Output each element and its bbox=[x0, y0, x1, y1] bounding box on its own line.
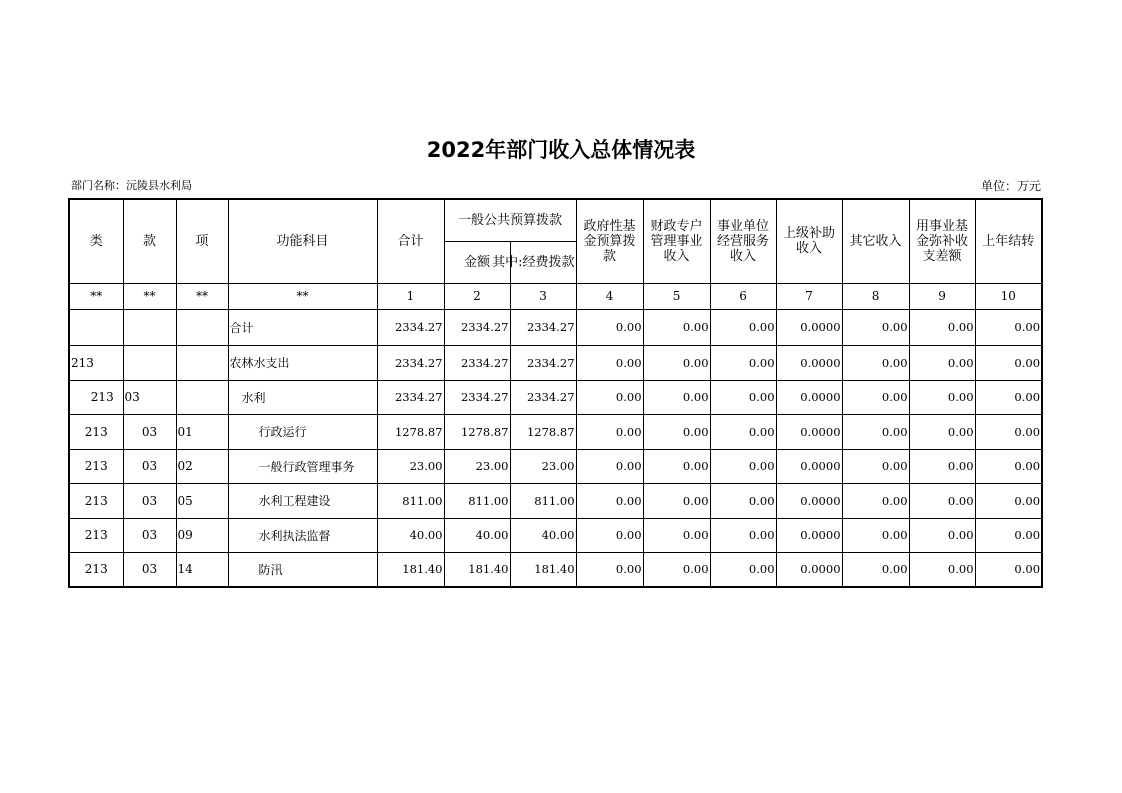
cell-value: 0.00 bbox=[710, 345, 776, 380]
cell-value: 2334.27 bbox=[510, 309, 576, 345]
cell-value: 23.00 bbox=[444, 449, 510, 483]
unit-label: 单位：万元 bbox=[980, 179, 1041, 193]
income-table bbox=[68, 198, 1043, 588]
cell-value: 0.00 bbox=[710, 414, 776, 449]
cell-value: 811.00 bbox=[377, 483, 444, 518]
cell-value: 0.00 bbox=[710, 449, 776, 483]
header-total: 合计 bbox=[377, 199, 444, 283]
cell-lei bbox=[69, 309, 123, 345]
cell-value: 0.00 bbox=[576, 552, 643, 587]
cell-kuan: 03 bbox=[123, 518, 176, 552]
cell-value: 0.00 bbox=[842, 449, 909, 483]
cell-kuan bbox=[123, 309, 176, 345]
table-row bbox=[69, 449, 1042, 483]
cell-value: 0.0000 bbox=[776, 345, 842, 380]
cell-value: 0.00 bbox=[909, 449, 975, 483]
cell-value: 0.0000 bbox=[776, 518, 842, 552]
cell-value: 0.00 bbox=[975, 518, 1042, 552]
cell-lei: 213 bbox=[69, 380, 123, 414]
index-cell: ** bbox=[228, 283, 377, 309]
cell-function-subject: 一般行政管理事务 bbox=[228, 449, 377, 483]
index-cell: 9 bbox=[909, 283, 975, 309]
cell-xiang bbox=[176, 345, 228, 380]
cell-value: 40.00 bbox=[510, 518, 576, 552]
cell-value: 0.00 bbox=[909, 309, 975, 345]
cell-value: 0.00 bbox=[643, 414, 710, 449]
cell-value: 0.00 bbox=[975, 552, 1042, 587]
cell-value: 2334.27 bbox=[377, 309, 444, 345]
cell-value: 2334.27 bbox=[510, 345, 576, 380]
cell-value: 0.0000 bbox=[776, 309, 842, 345]
cell-value: 0.00 bbox=[975, 380, 1042, 414]
cell-value: 0.00 bbox=[909, 380, 975, 414]
cell-value: 0.00 bbox=[975, 414, 1042, 449]
cell-xiang: 01 bbox=[176, 414, 228, 449]
cell-value: 0.00 bbox=[842, 345, 909, 380]
table-row bbox=[69, 380, 1042, 414]
cell-value: 0.00 bbox=[842, 518, 909, 552]
cell-function-subject: 防汛 bbox=[228, 552, 377, 587]
header-fund-offset: 用事业基金弥补收支差额 bbox=[909, 199, 975, 283]
cell-value: 0.00 bbox=[710, 309, 776, 345]
cell-value: 0.00 bbox=[576, 309, 643, 345]
cell-function-subject: 行政运行 bbox=[228, 414, 377, 449]
cell-value: 0.0000 bbox=[776, 552, 842, 587]
index-cell: 6 bbox=[710, 283, 776, 309]
table-row bbox=[69, 309, 1042, 345]
index-cell: ** bbox=[176, 283, 228, 309]
cell-kuan: 03 bbox=[123, 483, 176, 518]
cell-value: 0.00 bbox=[975, 345, 1042, 380]
cell-value: 0.00 bbox=[576, 518, 643, 552]
cell-function-subject: 合计 bbox=[228, 309, 377, 345]
cell-kuan: 03 bbox=[123, 414, 176, 449]
cell-value: 2334.27 bbox=[444, 309, 510, 345]
cell-value: 0.00 bbox=[710, 483, 776, 518]
cell-function-subject: 农林水支出 bbox=[228, 345, 377, 380]
cell-value: 811.00 bbox=[444, 483, 510, 518]
cell-value: 0.00 bbox=[643, 345, 710, 380]
index-cell: 10 bbox=[975, 283, 1042, 309]
table-row bbox=[69, 414, 1042, 449]
index-row bbox=[69, 283, 1042, 309]
cell-lei: 213 bbox=[69, 552, 123, 587]
cell-value: 40.00 bbox=[444, 518, 510, 552]
cell-kuan bbox=[123, 345, 176, 380]
cell-xiang: 02 bbox=[176, 449, 228, 483]
cell-value: 23.00 bbox=[510, 449, 576, 483]
header-other-income: 其它收入 bbox=[842, 199, 909, 283]
cell-value: 0.00 bbox=[576, 449, 643, 483]
cell-value: 1278.87 bbox=[377, 414, 444, 449]
cell-value: 0.00 bbox=[643, 552, 710, 587]
cell-kuan: 03 bbox=[123, 449, 176, 483]
cell-value: 0.0000 bbox=[776, 483, 842, 518]
header-superior-subsidy: 上级补助收入 bbox=[776, 199, 842, 283]
cell-kuan: 03 bbox=[123, 380, 176, 414]
cell-value: 0.00 bbox=[842, 380, 909, 414]
cell-lei: 213 bbox=[69, 518, 123, 552]
header-xiang: 项 bbox=[176, 199, 228, 283]
index-cell: ** bbox=[123, 283, 176, 309]
cell-value: 0.00 bbox=[842, 309, 909, 345]
cell-value: 0.00 bbox=[842, 414, 909, 449]
header-general-budget: 一般公共预算拨款 bbox=[444, 199, 576, 241]
cell-value: 0.00 bbox=[842, 552, 909, 587]
cell-function-subject: 水利 bbox=[228, 380, 377, 414]
index-cell: 7 bbox=[776, 283, 842, 309]
cell-value: 0.0000 bbox=[776, 414, 842, 449]
header-business-income: 事业单位经营服务收入 bbox=[710, 199, 776, 283]
index-cell: 1 bbox=[377, 283, 444, 309]
table-row bbox=[69, 518, 1042, 552]
cell-xiang: 09 bbox=[176, 518, 228, 552]
cell-value: 0.00 bbox=[643, 483, 710, 518]
cell-value: 811.00 bbox=[510, 483, 576, 518]
cell-value: 2334.27 bbox=[377, 345, 444, 380]
cell-value: 0.00 bbox=[576, 414, 643, 449]
cell-value: 1278.87 bbox=[444, 414, 510, 449]
cell-value: 2334.27 bbox=[510, 380, 576, 414]
header-kuan: 款 bbox=[123, 199, 176, 283]
table-row bbox=[69, 552, 1042, 587]
header-function-subject: 功能科目 bbox=[228, 199, 377, 283]
header-funding: 其中:经费拨款 bbox=[510, 241, 576, 283]
header-amount: 金额 bbox=[444, 241, 510, 283]
cell-value: 2334.27 bbox=[377, 380, 444, 414]
index-cell: 8 bbox=[842, 283, 909, 309]
cell-value: 40.00 bbox=[377, 518, 444, 552]
cell-value: 0.00 bbox=[909, 414, 975, 449]
cell-value: 0.00 bbox=[710, 552, 776, 587]
cell-value: 0.00 bbox=[909, 345, 975, 380]
cell-value: 0.00 bbox=[975, 309, 1042, 345]
cell-value: 0.00 bbox=[576, 483, 643, 518]
cell-lei: 213 bbox=[69, 483, 123, 518]
page-title: 2022年部门收入总体情况表 bbox=[426, 138, 696, 162]
index-cell: 4 bbox=[576, 283, 643, 309]
cell-value: 0.00 bbox=[975, 449, 1042, 483]
cell-value: 0.00 bbox=[710, 380, 776, 414]
cell-value: 0.00 bbox=[909, 552, 975, 587]
cell-function-subject: 水利执法监督 bbox=[228, 518, 377, 552]
cell-value: 181.40 bbox=[444, 552, 510, 587]
cell-value: 0.00 bbox=[710, 518, 776, 552]
cell-value: 0.00 bbox=[643, 380, 710, 414]
table-body bbox=[69, 199, 1042, 587]
cell-kuan: 03 bbox=[123, 552, 176, 587]
cell-xiang: 05 bbox=[176, 483, 228, 518]
index-cell: 2 bbox=[444, 283, 510, 309]
header-gov-fund: 政府性基金预算拨款 bbox=[576, 199, 643, 283]
department-label: 部门名称：沅陵县水利局 bbox=[71, 179, 192, 192]
table-row bbox=[69, 345, 1042, 380]
cell-value: 2334.27 bbox=[444, 380, 510, 414]
cell-value: 2334.27 bbox=[444, 345, 510, 380]
header-carryover: 上年结转 bbox=[975, 199, 1042, 283]
index-cell: ** bbox=[69, 283, 123, 309]
cell-value: 0.0000 bbox=[776, 380, 842, 414]
cell-value: 0.00 bbox=[842, 483, 909, 518]
cell-function-subject: 水利工程建设 bbox=[228, 483, 377, 518]
table-row bbox=[69, 483, 1042, 518]
cell-value: 0.00 bbox=[643, 309, 710, 345]
cell-lei: 213 bbox=[69, 414, 123, 449]
cell-value: 0.00 bbox=[909, 483, 975, 518]
cell-xiang bbox=[176, 309, 228, 345]
cell-value: 1278.87 bbox=[510, 414, 576, 449]
cell-value: 0.00 bbox=[909, 518, 975, 552]
cell-value: 0.00 bbox=[576, 345, 643, 380]
cell-value: 181.40 bbox=[377, 552, 444, 587]
cell-value: 0.00 bbox=[975, 483, 1042, 518]
cell-lei: 213 bbox=[69, 345, 123, 380]
cell-lei: 213 bbox=[69, 449, 123, 483]
cell-xiang: 14 bbox=[176, 552, 228, 587]
cell-value: 23.00 bbox=[377, 449, 444, 483]
index-cell: 3 bbox=[510, 283, 576, 309]
header-lei: 类 bbox=[69, 199, 123, 283]
cell-value: 0.00 bbox=[643, 449, 710, 483]
cell-value: 0.00 bbox=[643, 518, 710, 552]
header-fiscal-account: 财政专户管理事业收入 bbox=[643, 199, 710, 283]
cell-value: 0.0000 bbox=[776, 449, 842, 483]
index-cell: 5 bbox=[643, 283, 710, 309]
cell-xiang bbox=[176, 380, 228, 414]
cell-value: 181.40 bbox=[510, 552, 576, 587]
cell-value: 0.00 bbox=[576, 380, 643, 414]
